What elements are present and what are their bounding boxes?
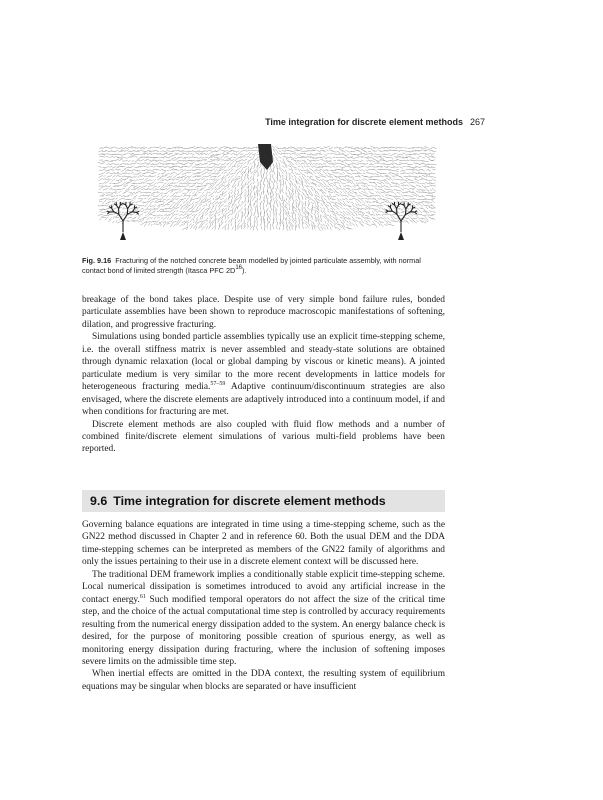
paragraph: Governing balance equations are integrated in time using a time-stepping scheme, such as the GN22 method discussed in Chapter 2 and in reference 60. Both the usual DEM and the DDA time-stepping schemes can be interpreted as members of the GN22 family of algorithms and only the issues pertaining to their use in a discrete element context will be discussed here. [82,520,445,568]
text-run: Such modified temporal operators do not affect the size of the critical time step, and the choice of the actual computational time step is controlled by accuracy requirements resulting from the numerical energy dissipation added to the system. An energy balance check is desired, for the purpose of monitoring possible creation of spurious energy, as well as monitoring energy dissipation during fracturing, where the inclusion of softening imposes severe limits on the admissible time step. [82,594,446,667]
section-title [90,494,386,508]
beam-fracture-image [95,140,440,243]
paragraph: breakage of the bond takes place. Despite use of very simple bond failure rules, bonded particulate assemblies have been shown to reproduce macroscopic manifestations of softening, dilation, and progressive fracturing. [82,295,445,330]
paragraph [82,569,445,669]
left-support-cracks [107,202,139,232]
intro-text [82,294,445,456]
paragraph: Discrete element methods are also coupled with fluid flow methods and a number of combined finite/discrete element simulations of various multi-field problems have been reported. [82,419,445,455]
citation: 57–59 [210,381,226,388]
running-title: Time integration for discrete element methods [265,117,463,127]
paragraph [82,331,445,418]
running-head [150,117,485,127]
paragraph: When inertial effects are omitted in the DDA context, the resulting system of equilibrium equations may be singular when blocks are separated or have insufficient [82,669,445,692]
figure-beam-fracture [95,140,440,243]
citation: 61 [139,593,146,600]
section-title-text: Time integration for discrete element methods [113,494,386,508]
page-number: 267 [469,117,485,127]
left-support-cracks-support [120,232,126,240]
section-text [82,519,445,693]
caption-text: Fracturing of the notched concrete beam modelled by jointed particulate assembly, with normal contact bond of limited strength (Itasca PFC 2D [82,256,421,275]
figure-caption [82,256,444,276]
text-run: Adaptive continuum/discontinuum strategies are also envisaged, where the discrete elements are adaptively introduced into a continuum model, if and when conditions for fracturing are met. [82,382,445,418]
right-support-cracks [386,202,418,232]
text-run: The traditional DEM framework implies a conditionally stable explicit time-stepping scheme. Local numerical dissipation is sometimes introduced to avoid any artificial increase in the contact energy. [82,569,445,605]
caption-ref: 16 [235,265,242,271]
right-support-cracks-support [398,232,404,240]
section-number: 9.6 [90,494,108,508]
figure-label: Fig. 9.16 [82,256,112,265]
section-heading [82,490,445,512]
caption-end: ). [242,266,247,275]
text-run: Simulations using bonded particle assemblies typically use an explicit time-stepping scheme, i.e. the overall stiffness matrix is never assembled and steady-state solutions are obtained through dynamic relaxation (local or global damping by viscous or kinetic means). A jointed particulate medium is very similar to the more recent developments in lattice models for heterogeneous fracturing media. [82,332,445,393]
